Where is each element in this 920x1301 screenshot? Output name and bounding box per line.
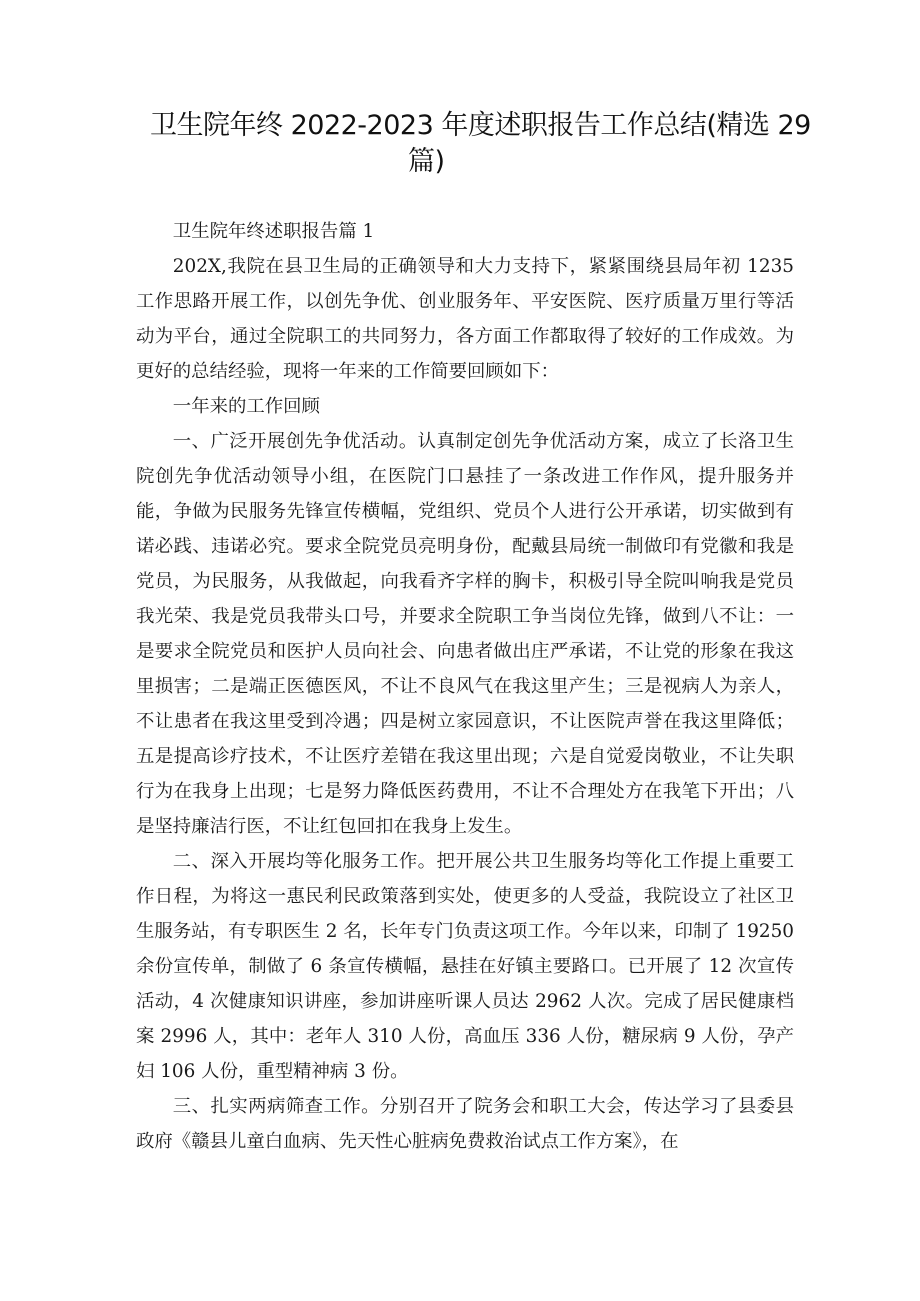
paragraph-item-3: 三、扎实两病筛查工作。分别召开了院务会和职工大会，传达学习了县委县政府《赣县儿童白血病、先天性心脏病免费救治试点工作方案》，在 — [136, 1096, 794, 1152]
document-title-line-1: 卫生院年终 2022-2023 年度述职报告工作总结(精选 29 — [150, 110, 811, 141]
paragraph-item-1: 一、广泛开展创先争优活动。认真制定创先争优活动方案，成立了长洛卫生院创先争优活动领导小组，在医院门口悬挂了一条改进工作作风，提升服务并能，争做为民服务先锋宣传横幅，党组织、党员个人进行公开承诺，切实做到有诺必践、违诺必究。要求全院党员亮明身份，配戴县局统一制做印有党徽和我是党员，为民服务，从我做起，向我看齐字样的胸卡，积极引导全院叫响我是党员我光荣、我是党员我带头口号，并要求全院职工争当岗位先锋，做到八不让：一是要求全院党员和医护人员向社会、向患者做出庄严承诺，不让党的形象在我这里损害；二是端正医德医风，不让不良风气在我这里产生；三是视病人为亲人，不让患者在我这里受到冷遇；四是树立家园意识，不让医院声誉在我这里降低；五是提高诊疗技术，不让医疗差错在我这里出现；六是自觉爱岗敬业，不让失职行为在我身上出现；七是努力降低医药费用，不让不合理处方在我笔下开出；八是坚持廉洁行医，不让红包回扣在我身上发生。 — [136, 431, 794, 837]
review-heading: 一年来的工作回顾 — [172, 396, 320, 417]
section-heading: 卫生院年终述职报告篇 1 — [172, 221, 375, 242]
document-body — [136, 214, 794, 1159]
document-title — [150, 108, 811, 180]
paragraph-item-2: 二、深入开展均等化服务工作。把开展公共卫生服务均等化工作提上重要工作日程，为将这一惠民利民政策落到实处，使更多的人受益，我院设立了社区卫生服务站，有专职医生 2 名，长年专门负责这项工作。今年以来，印制了 19250 余份宣传单，制做了 6 条宣传横幅，悬挂在好镇主要路口。已开展了 12 次宣传活动，4 次健康知识讲座，参加讲座听课人员达 2962 人次。完成了居民健康档案 2996 人，其中：老年人 310 人份，高血压 336 人份，糖尿病 9 人份，孕产妇 106 人份，重型精神病 3 份。 — [136, 851, 794, 1082]
intro-paragraph: 202X,我院在县卫生局的正确领导和大力支持下，紧紧围绕县局年初 1235 工作思路开展工作，以创先争优、创业服务年、平安医院、医疗质量万里行等活动为平台，通过全院职工的共同努力，各方面工作都取得了较好的工作成效。为更好的总结经验，现将一年来的工作简要回顾如下： — [136, 256, 794, 382]
document-title-line-2: 篇) — [408, 146, 445, 177]
